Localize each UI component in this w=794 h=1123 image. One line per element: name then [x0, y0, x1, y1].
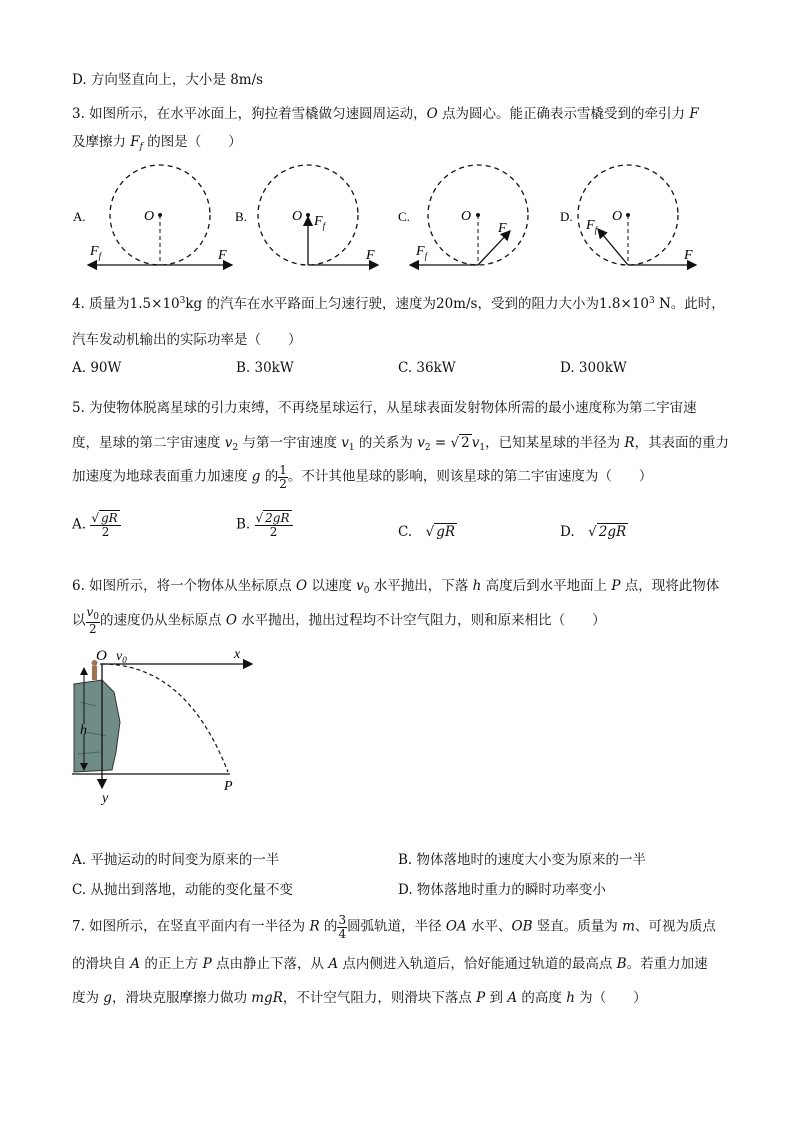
q5-line3: 加速度为地球表面重力加速度 g 的 $\frac{1}{2}$ 。不计其他星球的影响，则该星球的第二宇宙速度为（ ） [72, 463, 653, 491]
q3-figures [60, 155, 740, 275]
q6-option-b: B. 物体落地时的速度大小变为原来的一半 [398, 852, 647, 868]
svg-text:x: x [234, 647, 241, 662]
svg-text:P: P [224, 779, 233, 794]
person [92, 666, 97, 680]
q3-line1: 3. 如图所示，在水平冰面上，狗拉着雪橇做匀速圆周运动，O 点为圆心。能正确表示雪橇受到的牵引力 F [72, 106, 699, 122]
q5-option-c: C. √ gR [398, 524, 456, 540]
q7-line3: 度为 g，滑块克服摩擦力做功 mgR，不计空气阻力，则滑块下落点 P 到 A 的高度 h 为（ ） [72, 990, 647, 1006]
q2-option-d: D. 方向竖直向上，大小是 8m/s [72, 72, 264, 88]
option-c-figure [398, 165, 528, 265]
q7-line1: 7. 如图所示，在竖直平面内有一半径为 R 的 $\frac{3}{4}$ 圆弧轨道，半径 OA 水平、OB 竖直。质量为 m、可视为质点 [72, 913, 716, 941]
svg-text:Ff: $F_f$ [314, 214, 326, 231]
q4-option-d: D. 300kW [560, 360, 627, 376]
svg-text:O: O [292, 209, 303, 224]
option-c-label: C. [398, 209, 410, 224]
q5-line2: 度，星球的第二宇宙速度 $v_2$ 与第一宇宙速度 $v_1$ 的关系为 $v_2$ = √ 2 $v_1$，已知某星球的半径为 R，其表面的重力 [72, 435, 730, 453]
svg-text:F: F [684, 248, 693, 263]
svg-text:Ff: $F_f$ [416, 244, 428, 261]
svg-text:O: O [612, 209, 623, 224]
svg-text:v0: $v_0$ [116, 649, 127, 665]
trajectory [102, 664, 228, 772]
svg-text:Ff: $F_f$ [586, 218, 598, 235]
svg-text:O: O [96, 648, 107, 664]
q6-line1: 6. 如图所示，将一个物体从坐标原点 O 以速度 $v_0$ 水平抛出，下落 h 高度后到水平地面上 P 点，现将此物体 [72, 578, 720, 596]
q4-line1: 4. 质量为$1.5\times 10^3kg$ 的汽车在水平路面上匀速行驶，速度为20m/s，受到的阻力大小为$1.8\times 10^3$ N。此时， [72, 296, 725, 312]
q4-option-c: C. 36kW [398, 360, 456, 376]
svg-text:y: y [102, 791, 109, 806]
q5-line1: 5. 为使物体脱离星球的引力束缚，不再绕星球运行，从星球表面发射物体所需的最小速度称为第二宇宙速 [72, 400, 697, 416]
option-b-label: B. [235, 209, 247, 224]
q6-option-a: A. 平抛运动的时间变为原来的一半 [72, 852, 280, 868]
q5-option-b: B. $\frac{√ 2gR}{2}$ [236, 512, 293, 538]
q3-line2: 及摩擦力 $F_f$ 的图是（ ） [72, 134, 242, 152]
q6-figure [66, 642, 266, 808]
q5-option-a: A. $\frac{√ gR}{2}$ [72, 512, 121, 538]
svg-text:F: F [366, 248, 375, 263]
svg-text:O: O [461, 209, 472, 224]
q6-line2: 以 $\frac{v_0}{2}$ 的速度仍从坐标原点 O 水平抛出，抛出过程均不计空气阻力，则和原来相比（ ） [72, 605, 606, 637]
svg-text:F: F [218, 248, 227, 263]
q4-line2: 汽车发动机输出的实际功率是（ ） [72, 332, 302, 348]
svg-text:O: O [144, 209, 155, 224]
q5-option-d: D. √ 2gR [560, 524, 627, 540]
q4-option-b: B. 30kW [236, 360, 294, 376]
q6-option-c: C. 从抛出到落地，动能的变化量不变 [72, 882, 293, 898]
q7-line2: 的滑块自 A 的正上方 P 点由静止下落，从 A 点内侧进入轨道后，恰好能通过轨道的最高点 B。若重力加速 [72, 956, 708, 972]
option-a-label: A. [73, 209, 86, 224]
q6-option-d: D. 物体落地时重力的瞬时功率变小 [398, 882, 606, 898]
option-b-figure [235, 165, 378, 265]
option-d-figure [560, 165, 696, 265]
q4-option-a: A. 90W [72, 360, 122, 376]
svg-text:Ff: $F_f$ [90, 244, 102, 261]
svg-text:h: h [80, 723, 87, 738]
option-d-label: D. [560, 209, 573, 224]
option-a-figure [73, 165, 232, 265]
svg-text:F: F [498, 221, 507, 236]
